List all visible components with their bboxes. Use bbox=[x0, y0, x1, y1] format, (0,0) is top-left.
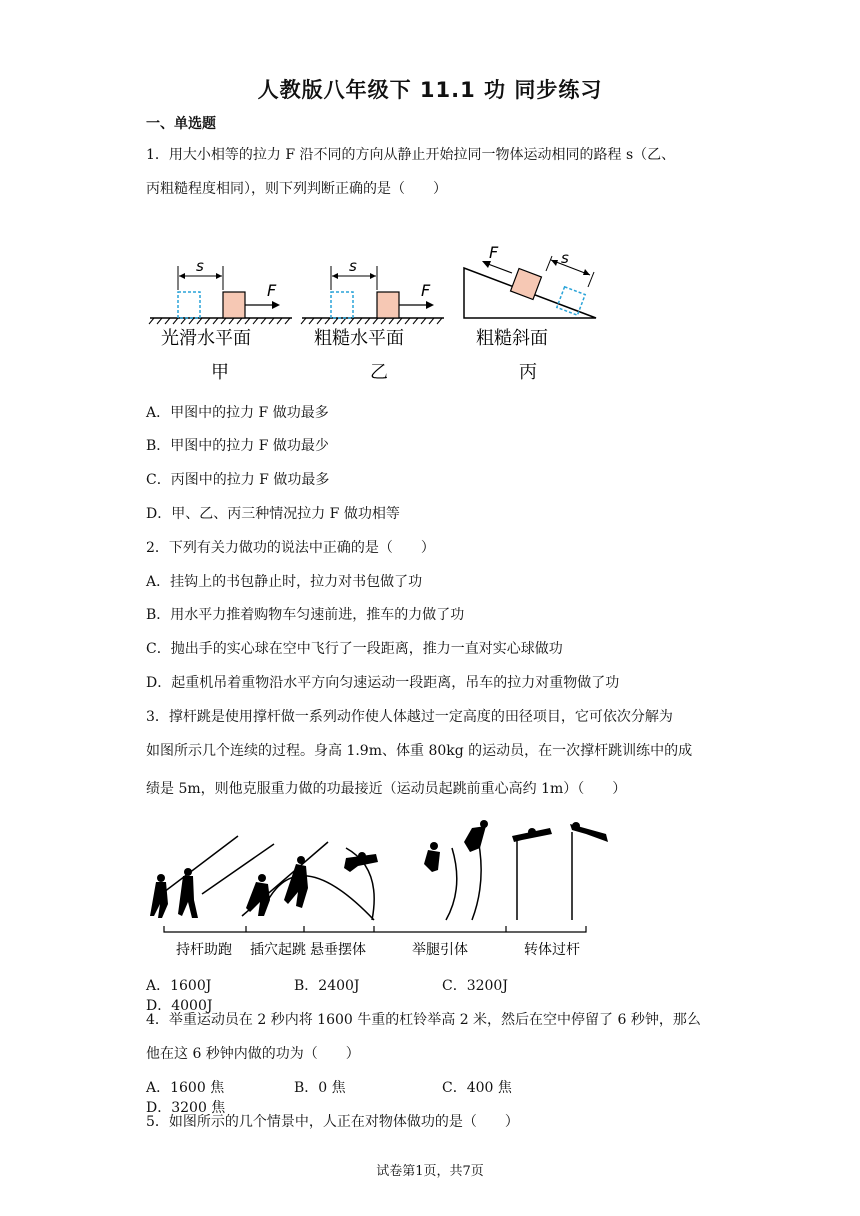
q1-option-c[interactable]: C．丙图中的拉力 F 做功最多 bbox=[146, 472, 330, 488]
figure-s-label: s bbox=[561, 249, 569, 267]
q2-stem: 2．下列有关力做功的说法中正确的是（ ） bbox=[146, 540, 435, 556]
q3-option-c[interactable]: C．3200J bbox=[442, 978, 508, 994]
q1-figure bbox=[146, 238, 616, 388]
q2-option-a[interactable]: A．挂钩上的书包静止时，拉力对书包做了功 bbox=[146, 574, 423, 590]
q1-stem-line1: 1．用大小相等的拉力 F 沿不同的方向从静止开始拉同一物体运动相同的路程 s（乙、 bbox=[146, 147, 676, 163]
phase-label-lift: 举腿引体 bbox=[412, 942, 468, 958]
q1-option-a[interactable]: A．甲图中的拉力 F 做功最多 bbox=[146, 405, 329, 421]
figure-s-label: s bbox=[349, 257, 357, 275]
q3-stem-line2: 如图所示几个连续的过程。身高 1.9m、体重 80kg 的运动员，在一次撑杆跳训练中的成 bbox=[146, 743, 693, 759]
q4-option-a[interactable]: A．1600 焦 bbox=[146, 1080, 225, 1096]
q3-stem-line1: 3．撑杆跳是使用撑杆做一系列动作使人体越过一定高度的田径项目，它可依次分解为 bbox=[146, 709, 673, 725]
figure-name-yi: 乙 bbox=[370, 362, 388, 383]
q2-option-b[interactable]: B．用水平力推着购物车匀速前进，推车的力做了功 bbox=[146, 607, 465, 623]
q4-option-c[interactable]: C．400 焦 bbox=[442, 1080, 512, 1096]
figure-label-rough: 粗糙水平面 bbox=[314, 328, 404, 349]
figure-f-label: F bbox=[489, 243, 499, 262]
page-footer: 试卷第1页，共7页 bbox=[376, 1164, 484, 1179]
q3-pole-vault-figure bbox=[146, 808, 616, 968]
figure-f-label: F bbox=[267, 281, 277, 300]
figure-bing bbox=[464, 243, 596, 383]
q4-option-b[interactable]: B．0 焦 bbox=[294, 1080, 346, 1096]
figure-name-bing: 丙 bbox=[519, 362, 537, 383]
q3-stem-line3: 绩是 5m，则他克服重力做的功最接近（运动员起跳前重心高约 1m）（ ） bbox=[146, 781, 627, 797]
figure-jia bbox=[149, 257, 292, 383]
q2-option-d[interactable]: D．起重机吊着重物沿水平方向匀速运动一段距离，吊车的拉力对重物做了功 bbox=[146, 675, 620, 691]
q1-stem-line2: 丙粗糙程度相同），则下列判断正确的是（ ） bbox=[146, 181, 447, 197]
q4-stem-line2: 他在这 6 秒钟内做的功为（ ） bbox=[146, 1046, 360, 1062]
q3-option-a[interactable]: A．1600J bbox=[146, 978, 212, 994]
q1-option-d[interactable]: D．甲、乙、丙三种情况拉力 F 做功相等 bbox=[146, 506, 400, 522]
q1-option-b[interactable]: B．甲图中的拉力 F 做功最少 bbox=[146, 438, 329, 454]
phase-label-run: 持杆助跑 bbox=[176, 942, 232, 958]
figure-f-label: F bbox=[421, 281, 431, 300]
phase-label-clear: 转体过杆 bbox=[524, 942, 580, 958]
phase-label-swing: 悬垂摆体 bbox=[310, 942, 366, 958]
q4-stem-line1: 4．举重运动员在 2 秒内将 1600 牛重的杠铃举高 2 米，然后在空中停留了 6 秒钟，那么 bbox=[146, 1012, 701, 1028]
page-title: 人教版八年级下 11.1 功 同步练习 bbox=[257, 78, 603, 102]
q5-stem: 5．如图所示的几个情景中，人正在对物体做功的是（ ） bbox=[146, 1114, 519, 1130]
phase-label-takeoff: 插穴起跳 bbox=[250, 942, 306, 958]
q4-option-d[interactable]: D．3200 焦 bbox=[146, 1100, 226, 1116]
q2-option-c[interactable]: C．抛出手的实心球在空中飞行了一段距离，推力一直对实心球做功 bbox=[146, 641, 563, 657]
figure-label-slope: 粗糙斜面 bbox=[476, 328, 548, 349]
figure-label-smooth: 光滑水平面 bbox=[161, 328, 251, 349]
q3-option-d[interactable]: D．4000J bbox=[146, 998, 213, 1014]
section-heading: 一、单选题 bbox=[146, 116, 216, 132]
q3-option-b[interactable]: B．2400J bbox=[294, 978, 360, 994]
figure-yi bbox=[301, 257, 444, 383]
figure-s-label: s bbox=[196, 257, 204, 275]
figure-name-jia: 甲 bbox=[211, 362, 229, 383]
